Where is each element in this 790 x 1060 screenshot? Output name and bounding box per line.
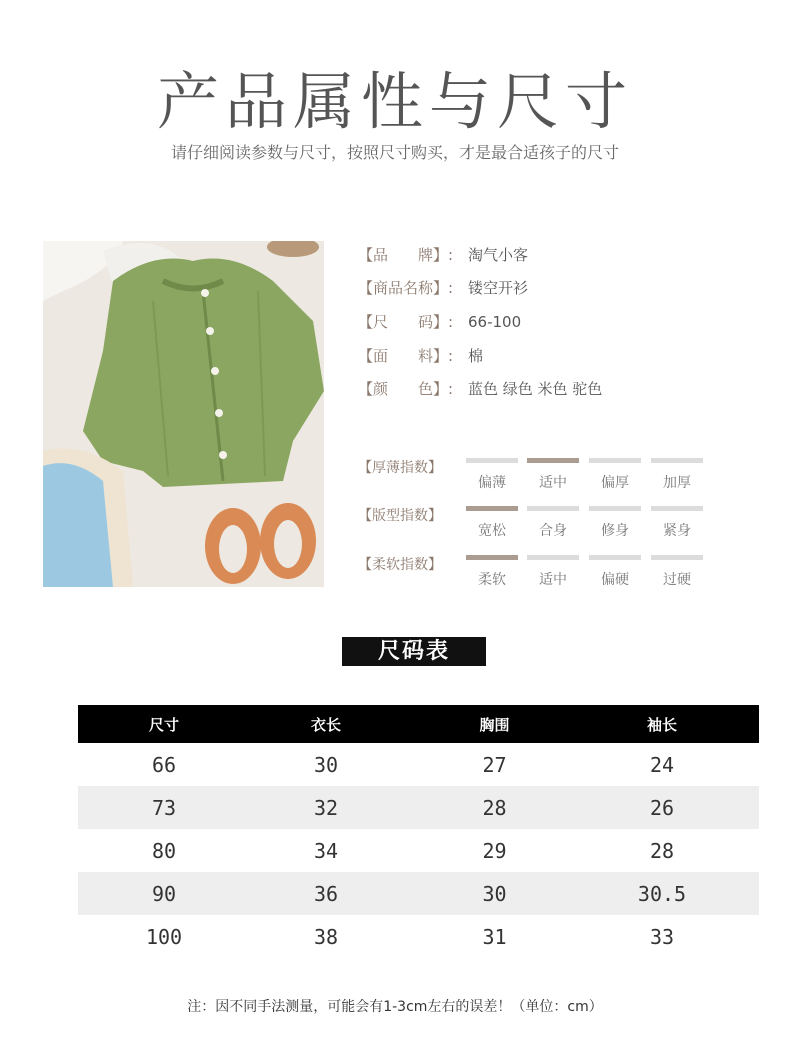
index-bar	[527, 506, 579, 511]
size-table	[78, 705, 759, 958]
index-bar	[651, 506, 703, 511]
attr-color	[358, 378, 602, 400]
table-cell: 90	[151, 881, 177, 906]
index-bar	[466, 555, 518, 560]
attr-brand	[358, 244, 528, 266]
attr-color-value: 蓝色 绿色 米色 驼色	[468, 380, 603, 398]
thickness-option: 偏薄	[466, 458, 518, 492]
table-cell: 80	[151, 838, 177, 863]
attr-name	[358, 277, 528, 299]
attr-size	[358, 311, 521, 333]
table-cell: 28	[482, 795, 507, 820]
table-cell: 33	[649, 924, 675, 949]
index-bar	[466, 458, 518, 463]
table-header-cell: 尺寸	[148, 715, 179, 734]
table-cell: 66	[151, 752, 177, 777]
attr-name-key: 【商品名称】:	[358, 279, 454, 297]
attr-brand-key: 【品 牌】:	[358, 246, 454, 264]
attr-fabric-key: 【面 料】:	[358, 347, 454, 365]
table-cell: 73	[151, 795, 177, 820]
attr-brand-value: 淘气小客	[468, 246, 529, 264]
table-row	[78, 786, 759, 829]
attr-color-key: 【颜 色】:	[358, 380, 454, 398]
table-row	[78, 915, 759, 958]
table-cell: 30	[482, 881, 507, 906]
table-cell: 100	[145, 924, 183, 949]
table-row	[78, 829, 759, 872]
table-cell: 30.5	[637, 881, 687, 906]
cardigan-illustration	[43, 241, 324, 587]
attr-fabric	[358, 345, 483, 367]
table-cell: 34	[313, 838, 339, 863]
index-bar	[466, 506, 518, 511]
table-cell: 32	[313, 795, 339, 820]
index-bar	[589, 555, 641, 560]
table-cell: 36	[313, 881, 339, 906]
fit-option: 紧身	[651, 506, 703, 540]
thickness-option: 加厚	[651, 458, 703, 492]
product-photo	[43, 241, 324, 587]
table-cell: 38	[313, 924, 339, 949]
table-row	[78, 872, 759, 915]
fit-option: 修身	[589, 506, 641, 540]
table-cell: 30	[313, 752, 339, 777]
thickness-index-label: 【厚薄指数】	[358, 460, 442, 476]
attr-name-value: 镂空开衫	[468, 279, 529, 297]
table-cell: 29	[482, 838, 507, 863]
thickness-option: 偏厚	[589, 458, 641, 492]
fit-option: 合身	[527, 506, 579, 540]
table-header-row	[78, 705, 759, 743]
softness-option: 过硬	[651, 555, 703, 589]
size-chart-title: 尺码表	[342, 637, 486, 666]
index-bar	[527, 555, 579, 560]
page-subtitle: 请仔细阅读参数与尺寸，按照尺寸购买，才是最合适孩子的尺寸	[170, 143, 619, 162]
table-cell: 31	[482, 924, 507, 949]
attr-size-key: 【尺 码】:	[358, 313, 454, 331]
index-bar	[589, 458, 641, 463]
softness-option: 适中	[527, 555, 579, 589]
index-bar	[651, 458, 703, 463]
index-bar	[589, 506, 641, 511]
fit-option: 宽松	[466, 506, 518, 540]
index-bar	[651, 555, 703, 560]
attr-fabric-value: 棉	[468, 347, 484, 365]
thickness-option: 适中	[527, 458, 579, 492]
table-header-cell: 衣长	[310, 715, 341, 734]
table-cell: 27	[482, 752, 507, 777]
measurement-note: 注：因不同手法测量，可能会有1-3cm左右的误差！（单位：cm）	[187, 999, 603, 1015]
page-title: 产品属性与尺寸	[156, 65, 633, 138]
attr-size-value: 66-100	[468, 313, 522, 331]
table-cell: 24	[649, 752, 675, 777]
table-cell: 28	[649, 838, 675, 863]
softness-index-label: 【柔软指数】	[358, 557, 442, 573]
table-header-cell: 胸围	[479, 715, 510, 734]
softness-option: 偏硬	[589, 555, 641, 589]
table-header-cell: 袖长	[646, 715, 677, 734]
table-cell: 26	[649, 795, 675, 820]
table-row	[78, 743, 759, 786]
softness-option: 柔软	[466, 555, 518, 589]
index-bar	[527, 458, 579, 463]
fit-index-label: 【版型指数】	[358, 508, 442, 524]
